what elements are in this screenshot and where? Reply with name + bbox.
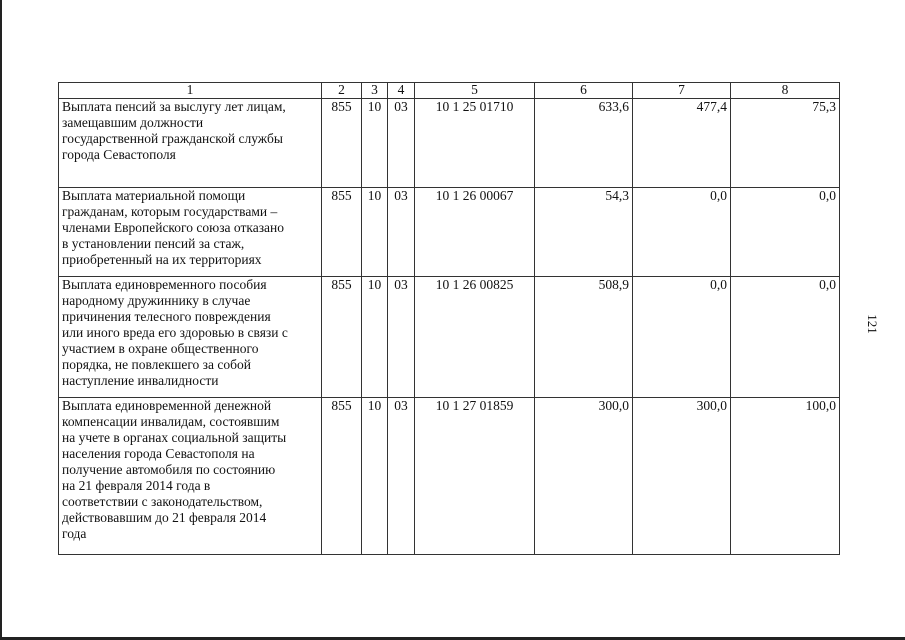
row-value-6: 633,6: [535, 99, 633, 188]
table-row: [59, 188, 840, 277]
row-target-article: 10 1 27 01859: [415, 398, 535, 555]
header-col-5: 5: [415, 83, 535, 99]
row-code: 855: [322, 99, 362, 188]
row-target-article: 10 1 26 00067: [415, 188, 535, 277]
row-value-8: 100,0: [731, 398, 840, 555]
row-target-article: 10 1 26 00825: [415, 277, 535, 398]
row-subsection: 03: [388, 277, 415, 398]
header-col-2: 2: [322, 83, 362, 99]
table-row: [59, 99, 840, 188]
row-value-8: 0,0: [731, 188, 840, 277]
row-code: 855: [322, 277, 362, 398]
row-value-8: 75,3: [731, 99, 840, 188]
row-value-6: 54,3: [535, 188, 633, 277]
row-value-7: 0,0: [633, 277, 731, 398]
table-header-row: [59, 83, 840, 99]
row-value-8: 0,0: [731, 277, 840, 398]
row-name: Выплата материальной помощи гражданам, которым государствами – членами Европейского союза отказано в установлении пенсий за стаж, приобретенный на их территориях: [59, 188, 322, 277]
page-number: 121: [864, 314, 880, 334]
row-subsection: 03: [388, 398, 415, 555]
table-row: [59, 277, 840, 398]
row-section: 10: [362, 188, 388, 277]
header-col-3: 3: [362, 83, 388, 99]
row-value-7: 300,0: [633, 398, 731, 555]
table-row: [59, 398, 840, 555]
row-target-article: 10 1 25 01710: [415, 99, 535, 188]
header-col-4: 4: [388, 83, 415, 99]
row-code: 855: [322, 188, 362, 277]
row-value-6: 300,0: [535, 398, 633, 555]
row-value-6: 508,9: [535, 277, 633, 398]
budget-table: [58, 82, 840, 555]
row-name: Выплата пенсий за выслугу лет лицам, замещавшим должности государственной гражданской службы города Севастополя: [59, 99, 322, 188]
header-col-1: 1: [59, 83, 322, 99]
row-name: Выплата единовременного пособия народному дружиннику в случае причинения телесного повреждения или иного вреда его здоровью в связи с участием в охране общественного порядка, не повлекшего за собой наступление инвалидности: [59, 277, 322, 398]
row-code: 855: [322, 398, 362, 555]
row-section: 10: [362, 99, 388, 188]
row-section: 10: [362, 398, 388, 555]
header-col-8: 8: [731, 83, 840, 99]
header-col-7: 7: [633, 83, 731, 99]
row-value-7: 477,4: [633, 99, 731, 188]
row-subsection: 03: [388, 99, 415, 188]
row-value-7: 0,0: [633, 188, 731, 277]
row-name: Выплата единовременной денежной компенсации инвалидам, состоявшим на учете в органах социальной защиты населения города Севастополя на получение автомобиля по состоянию на 21 февраля 2014 года в соответствии с законодательством, действовавшим до 21 февраля 2014 года: [59, 398, 322, 555]
row-section: 10: [362, 277, 388, 398]
header-col-6: 6: [535, 83, 633, 99]
row-subsection: 03: [388, 188, 415, 277]
